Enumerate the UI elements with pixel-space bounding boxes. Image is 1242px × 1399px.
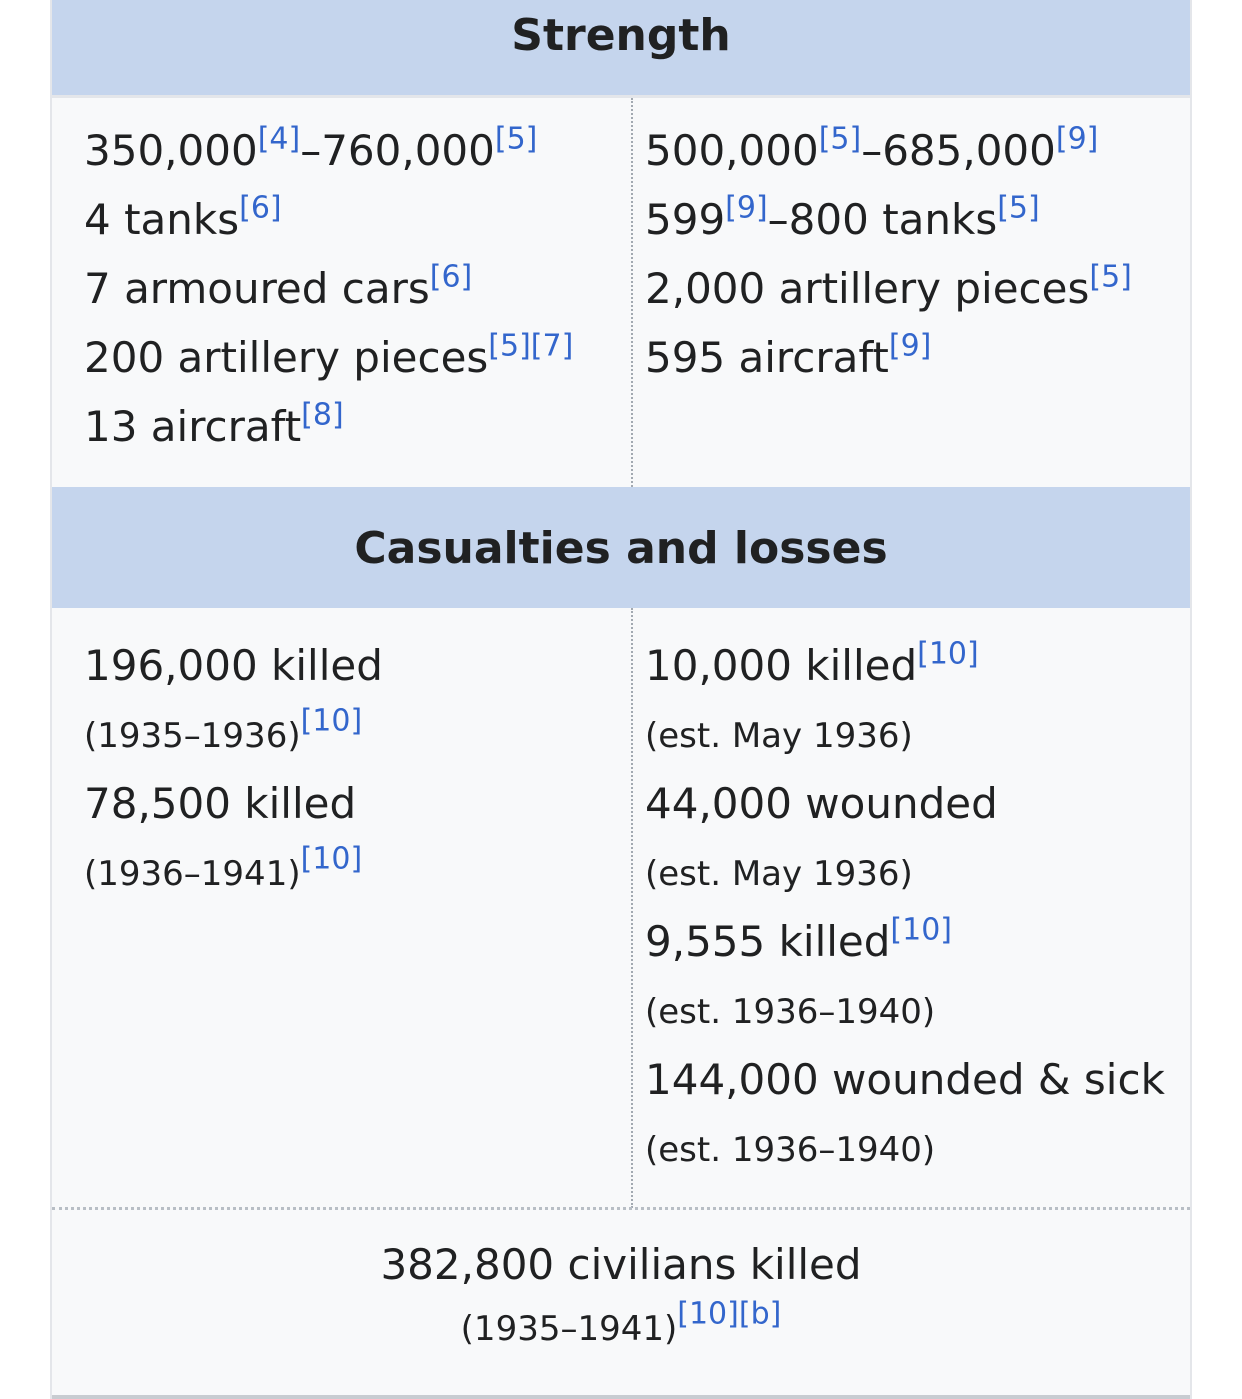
- citation-link[interactable]: [6]: [239, 190, 282, 226]
- citation-link[interactable]: [5]: [1089, 259, 1132, 295]
- strength-text: 2,000 artillery pieces: [645, 264, 1090, 313]
- casualty-text: 144,000 wounded & sick: [645, 1055, 1165, 1104]
- strength-text: 200 artillery pieces: [84, 333, 489, 382]
- citation-link[interactable]: [7]: [530, 328, 574, 364]
- citation-link[interactable]: [10]: [890, 912, 953, 948]
- strength-item: [84, 189, 573, 258]
- casualties-right-column: [645, 635, 1165, 1187]
- strength-text: 13 aircraft: [84, 402, 302, 451]
- casualty-period-text: (est. May 1936): [645, 716, 913, 756]
- citation-link[interactable]: [9]: [888, 328, 932, 364]
- citation-link[interactable]: [10]: [677, 1296, 739, 1332]
- civilians-figure: [52, 1236, 1190, 1294]
- casualty-period: [645, 842, 1165, 911]
- strength-item: [645, 189, 1132, 258]
- citation-link[interactable]: [10]: [300, 703, 363, 739]
- column-divider: [631, 608, 633, 1208]
- casualty-period-text: (est. 1936–1940): [645, 1130, 936, 1170]
- casualty-text: 78,500 killed: [84, 779, 357, 828]
- civilians-period: [52, 1294, 1190, 1364]
- strength-text: 350,000: [84, 126, 258, 175]
- citation-link[interactable]: [5]: [997, 190, 1040, 226]
- casualty-text: 196,000 killed: [84, 641, 383, 690]
- strength-text: –685,000: [861, 126, 1056, 175]
- strength-item: [645, 258, 1132, 327]
- casualties-left-column: [84, 635, 383, 911]
- citation-link[interactable]: [4]: [257, 121, 301, 157]
- casualty-text: 9,555 killed: [645, 917, 891, 966]
- bottom-border: [52, 1395, 1190, 1399]
- casualty-figure: [84, 635, 383, 704]
- citation-link[interactable]: [6]: [429, 259, 473, 295]
- citation-link[interactable]: [b]: [738, 1296, 782, 1332]
- citation-link[interactable]: [5]: [494, 121, 538, 157]
- citation-link[interactable]: [8]: [301, 397, 344, 433]
- citation-link[interactable]: [5]: [818, 121, 862, 157]
- civilians-period-text: (1935–1941): [460, 1309, 678, 1349]
- citation-link[interactable]: [9]: [1055, 121, 1099, 157]
- civilians-block: [52, 1236, 1190, 1364]
- casualties-title: Casualties and losses: [354, 523, 888, 574]
- strength-item: [645, 327, 1132, 396]
- casualty-period-text: (1936–1941): [84, 854, 301, 894]
- strength-text: 7 armoured cars: [84, 264, 430, 313]
- casualty-period-text: (est. May 1936): [645, 854, 913, 894]
- strength-text: –800 tanks: [767, 195, 998, 244]
- strength-text: 599: [645, 195, 726, 244]
- casualty-figure: [84, 773, 383, 842]
- civilians-divider: [52, 1207, 1190, 1210]
- infobox: [50, 0, 1192, 1399]
- casualty-text: 44,000 wounded: [645, 779, 998, 828]
- casualty-period: [84, 842, 383, 911]
- strength-right-column: [645, 120, 1132, 396]
- casualty-period: [84, 704, 383, 773]
- casualty-text: 10,000 killed: [645, 641, 918, 690]
- civilians-text: 382,800 civilians killed: [380, 1240, 862, 1289]
- citation-link[interactable]: [5]: [488, 328, 531, 364]
- citation-link[interactable]: [9]: [725, 190, 768, 226]
- strength-item: [84, 327, 573, 396]
- casualty-period: [645, 980, 1165, 1049]
- strength-text: 500,000: [645, 126, 819, 175]
- casualty-figure: [645, 1049, 1165, 1118]
- strength-text: 4 tanks: [84, 195, 240, 244]
- casualty-figure: [645, 773, 1165, 842]
- strength-item: [645, 120, 1132, 189]
- casualty-period-text: (1935–1936): [84, 716, 301, 756]
- casualty-period: [645, 1118, 1165, 1187]
- citation-link[interactable]: [10]: [917, 636, 979, 672]
- casualty-figure: [645, 635, 1165, 704]
- strength-left-column: [84, 120, 573, 465]
- casualty-figure: [645, 911, 1165, 980]
- strength-title: Strength: [511, 10, 731, 61]
- strength-item: [84, 258, 573, 327]
- strength-text: –760,000: [300, 126, 495, 175]
- column-divider: [631, 98, 633, 487]
- casualty-period-text: (est. 1936–1940): [645, 992, 936, 1032]
- strength-item: [84, 396, 573, 465]
- citation-link[interactable]: [10]: [300, 841, 363, 877]
- divider: [52, 95, 1190, 98]
- casualties-header: [52, 487, 1190, 608]
- strength-header: [52, 0, 1190, 95]
- casualty-period: [645, 704, 1165, 773]
- strength-item: [84, 120, 573, 189]
- strength-text: 595 aircraft: [645, 333, 889, 382]
